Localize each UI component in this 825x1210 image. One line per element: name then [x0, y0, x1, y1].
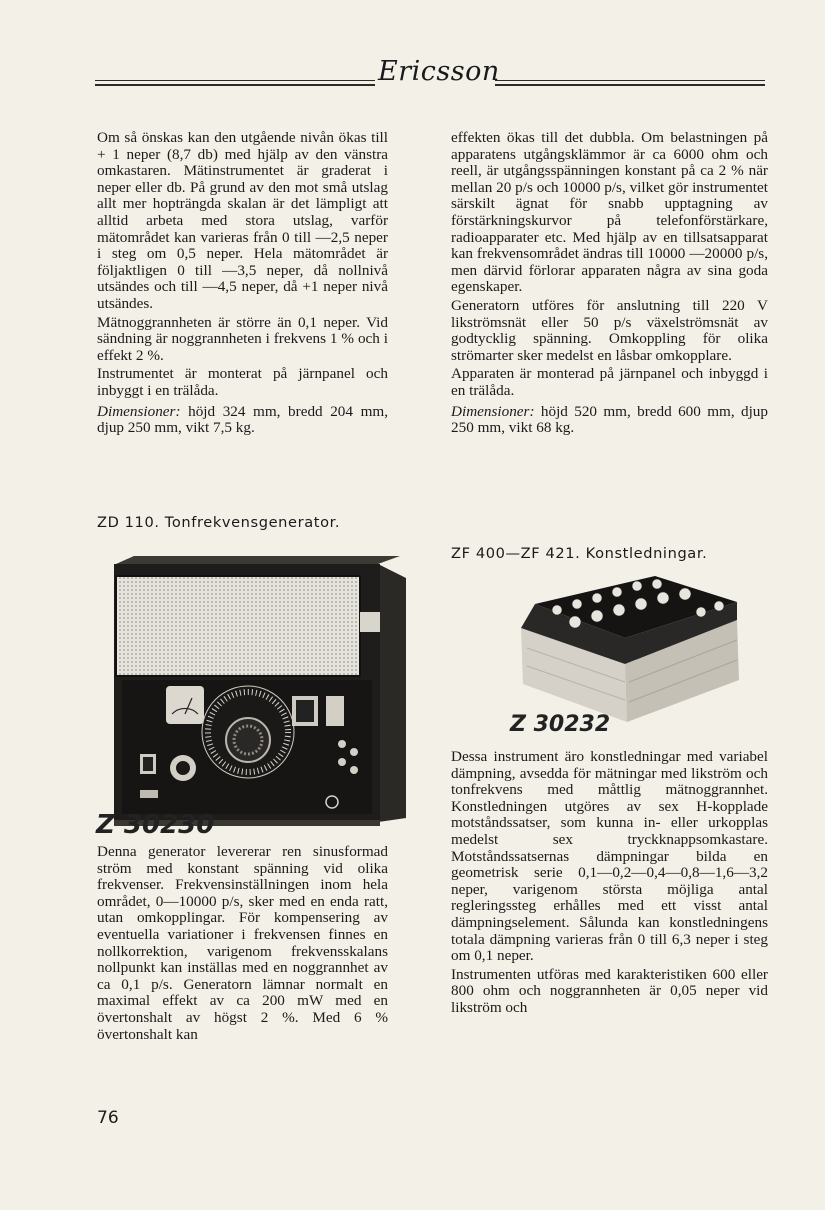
right-intro-text	[451, 130, 768, 439]
header-rule-right	[495, 84, 765, 86]
dimensions-line	[97, 404, 388, 437]
paragraph: Mätnoggrannheten är större än 0,1 neper. Vid sändning är noggrannheten i frekvens 1 % och i effekt 2 %.	[97, 313, 388, 364]
left-body-text	[97, 844, 388, 1045]
section-title-zd110: ZD 110. Tonfrekvensgenerator.	[97, 514, 341, 531]
paragraph: Dessa instrument äro konstledningar med variabel dämpning, avsedda för mätningar med likström och tonfrekvens med måttlig mätnoggrannhet. Konstledningen utgöres av sex H-kopplade motståndssatser, som kunna in- eller urkopplas medelst sex tryckknappsomkastare. Motståndssatsernas dämpningar bilda en geometrisk serie 0,1—0,2—0,4—0,8—1,6—3,2 neper, varigenom största möjliga antal regleringssteg erhålles med ett visst antal dämpningselement. Sålunda kan konstledningens totala dämpning varieras från 0 till 6,3 neper i steg om 0,1 neper.	[451, 748, 768, 965]
paragraph: effekten ökas till det dubbla. Om belastningen på apparatens utgångsklämmor är ca 6000 ohm och reell, är utgångsspänningen konstant på ca 2 % när mellan 20 p/s och 10000 p/s, vilket gör instrumentet särskilt ägnat för snabb upptagning av förstärkningskurvor på telefonförstärkare, radioapparater etc. Med hjälp av en tillsatsapparat kan frekvensområdet ändras till 10000 —20000 p/s, men därvid förlorar apparaten några av sina goda egenskaper.	[451, 129, 768, 296]
photo-code-right: Z 30232	[510, 712, 611, 737]
section-title-zf400: ZF 400—ZF 421. Konstledningar.	[451, 545, 708, 562]
ericsson-logo: Ericsson	[378, 56, 500, 87]
right-body-text	[451, 749, 768, 1019]
header-rule-left-thin	[95, 80, 375, 81]
dimensions-text: höjd 520 mm, bredd 600 mm, djup 250 mm, vikt 68 kg.	[451, 402, 768, 437]
left-intro-text	[97, 130, 388, 439]
paragraph: Generatorn utföres för anslutning till 220 V likströmsnät eller 50 p/s växelströmsnät av godtycklig spänning. Omkoppling för olika strömarter sker medelst en låsbar omkopplare.	[451, 296, 768, 364]
artificial-line-photo	[505, 576, 745, 726]
dimensions-label: Dimensioner:	[97, 402, 181, 420]
dimensions-text: höjd 324 mm, bredd 204 mm, djup 250 mm, vikt 7,5 kg.	[97, 402, 388, 437]
header-rule-right-thin	[495, 80, 765, 81]
header-rule-left	[95, 84, 375, 86]
paragraph: Om så önskas kan den utgående nivån ökas till + 1 neper (8,7 db) med hjälp av den vänstra omkastaren. Mätinstrumentet är graderat i neper eller db. På grund av den mot små utslag allt mer hopträngda skalan är det lämpligt att alltid arbeta med stora utslag, varför mätområdet kan varieras från 0 till —2,5 neper i steg om 0,5 neper. Hela mätområdet är följaktligen 0 till —3,5 neper, då nollnivå utsändes och till —4,5 neper, då +1 neper nivå utsändes.	[97, 129, 388, 312]
photo-code-left: Z 30230	[96, 810, 215, 840]
paragraph: Instrumentet är monterat på järnpanel och inbyggt i en trälåda.	[97, 365, 388, 399]
dimensions-line	[451, 404, 768, 437]
tone-generator-photo	[110, 556, 410, 828]
paragraph: Denna generator levererar ren sinusformad ström med konstant spänning vid olika frekvenser. Frekvensinställningen inom hela området, 0—10000 p/s, sker med en enda ratt, utan omkopplingar. För kompensering av eventuella variationer i frekvensen finnes en nollkorrektion, varigenom frekvensskalans nollpunkt kan inställas med en noggrannhet av ca 0,1 p/s. Generatorn lämnar normalt en maximal effekt av ca 200 mW med en övertonshalt av högst 2 %. Med 6 % övertonshalt kan	[97, 843, 388, 1043]
paragraph: Apparaten är monterad på järnpanel och inbyggd i en trälåda.	[451, 365, 768, 399]
paragraph: Instrumenten utföras med karakteristiken 600 eller 800 ohm och noggrannheten är 0,05 neper vid likström och	[451, 965, 768, 1016]
dimensions-label: Dimensioner:	[451, 402, 535, 420]
page-number: 76	[97, 1108, 119, 1128]
